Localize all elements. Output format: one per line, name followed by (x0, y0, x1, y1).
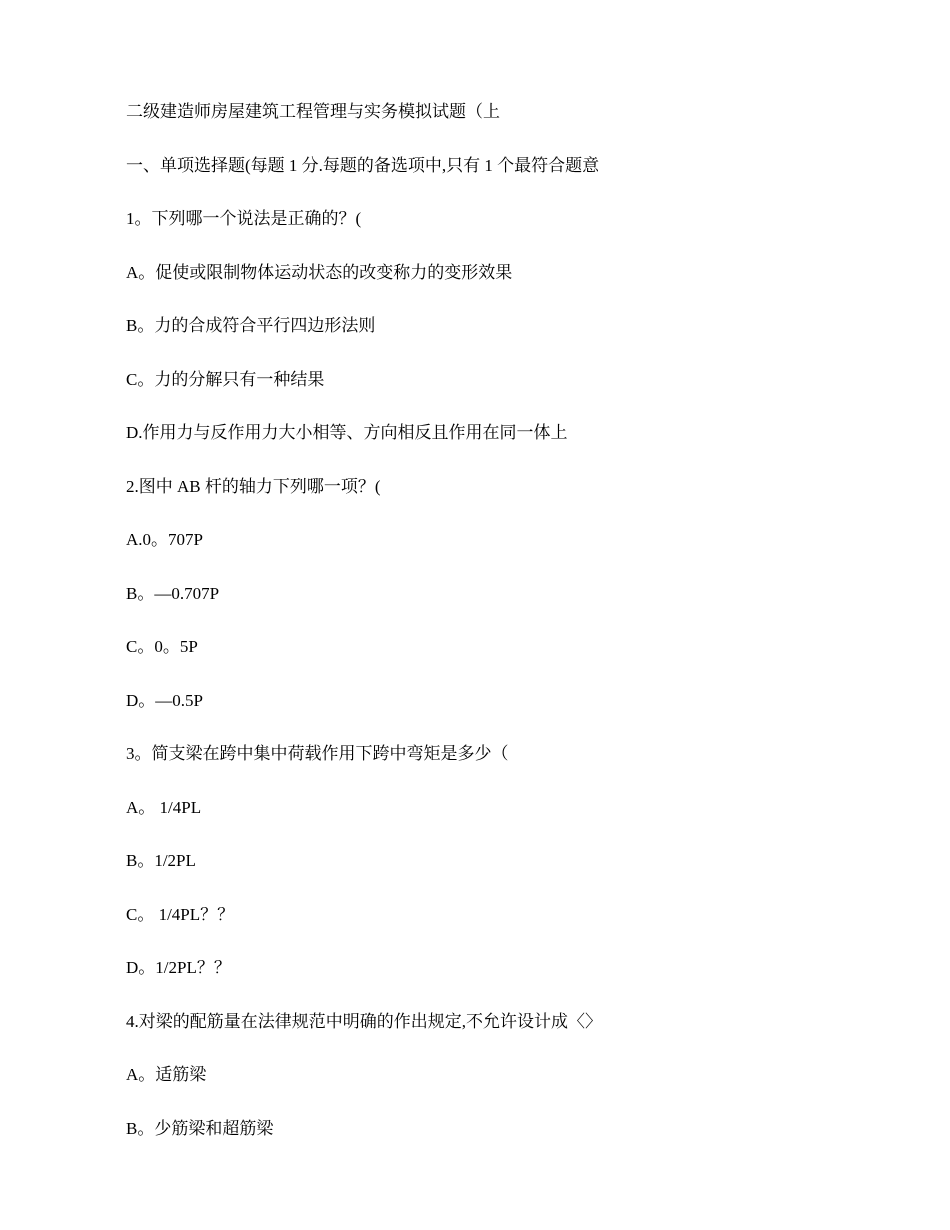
section-heading: 一、单项选择题(每题 1 分.每题的备选项中,只有 1 个最符合题意 (126, 155, 600, 175)
question-3-option-a: A。 1/4PL (126, 797, 202, 817)
document-title: 二级建造师房屋建筑工程管理与实务模拟试题（上 (126, 102, 500, 121)
question-2-stem: 2.图中 AB 杆的轴力下列哪一项？( (126, 476, 381, 496)
question-2-option-c: C。0。5P (126, 637, 198, 656)
question-3-option-c: C。 1/4PL？？ (126, 904, 235, 924)
question-3-option-d: D。1/2PL？？ (126, 958, 231, 977)
question-3-option-b: B。1/2PL (126, 851, 196, 870)
question-4-option-a: A。适筋梁 (126, 1065, 207, 1084)
question-1-option-d: D.作用力与反作用力大小相等、方向相反且作用在同一体上 (126, 423, 568, 442)
question-2-option-d: D。—0.5P (126, 690, 203, 710)
question-2-option-a: A.0。707P (126, 530, 203, 549)
question-4-option-b: B。少筋梁和超筋梁 (126, 1118, 274, 1138)
question-2-option-b: B。—0.707P (126, 583, 220, 603)
question-1-option-a: A。促使或限制物体运动状态的改变称力的变形效果 (126, 262, 513, 282)
question-1-option-c: C。力的分解只有一种结果 (126, 369, 325, 389)
question-4-stem: 4.对梁的配筋量在法律规范中明确的作出规定,不允许设计成〈〉 (126, 1011, 602, 1031)
question-3-stem: 3。简支梁在跨中集中荷载作用下跨中弯矩是多少（ (126, 744, 509, 763)
document-body (126, 98, 906, 1168)
question-1-option-b: B。力的合成符合平行四边形法则 (126, 316, 376, 335)
question-1-stem: 1。下列哪一个说法是正确的？( (126, 209, 362, 228)
